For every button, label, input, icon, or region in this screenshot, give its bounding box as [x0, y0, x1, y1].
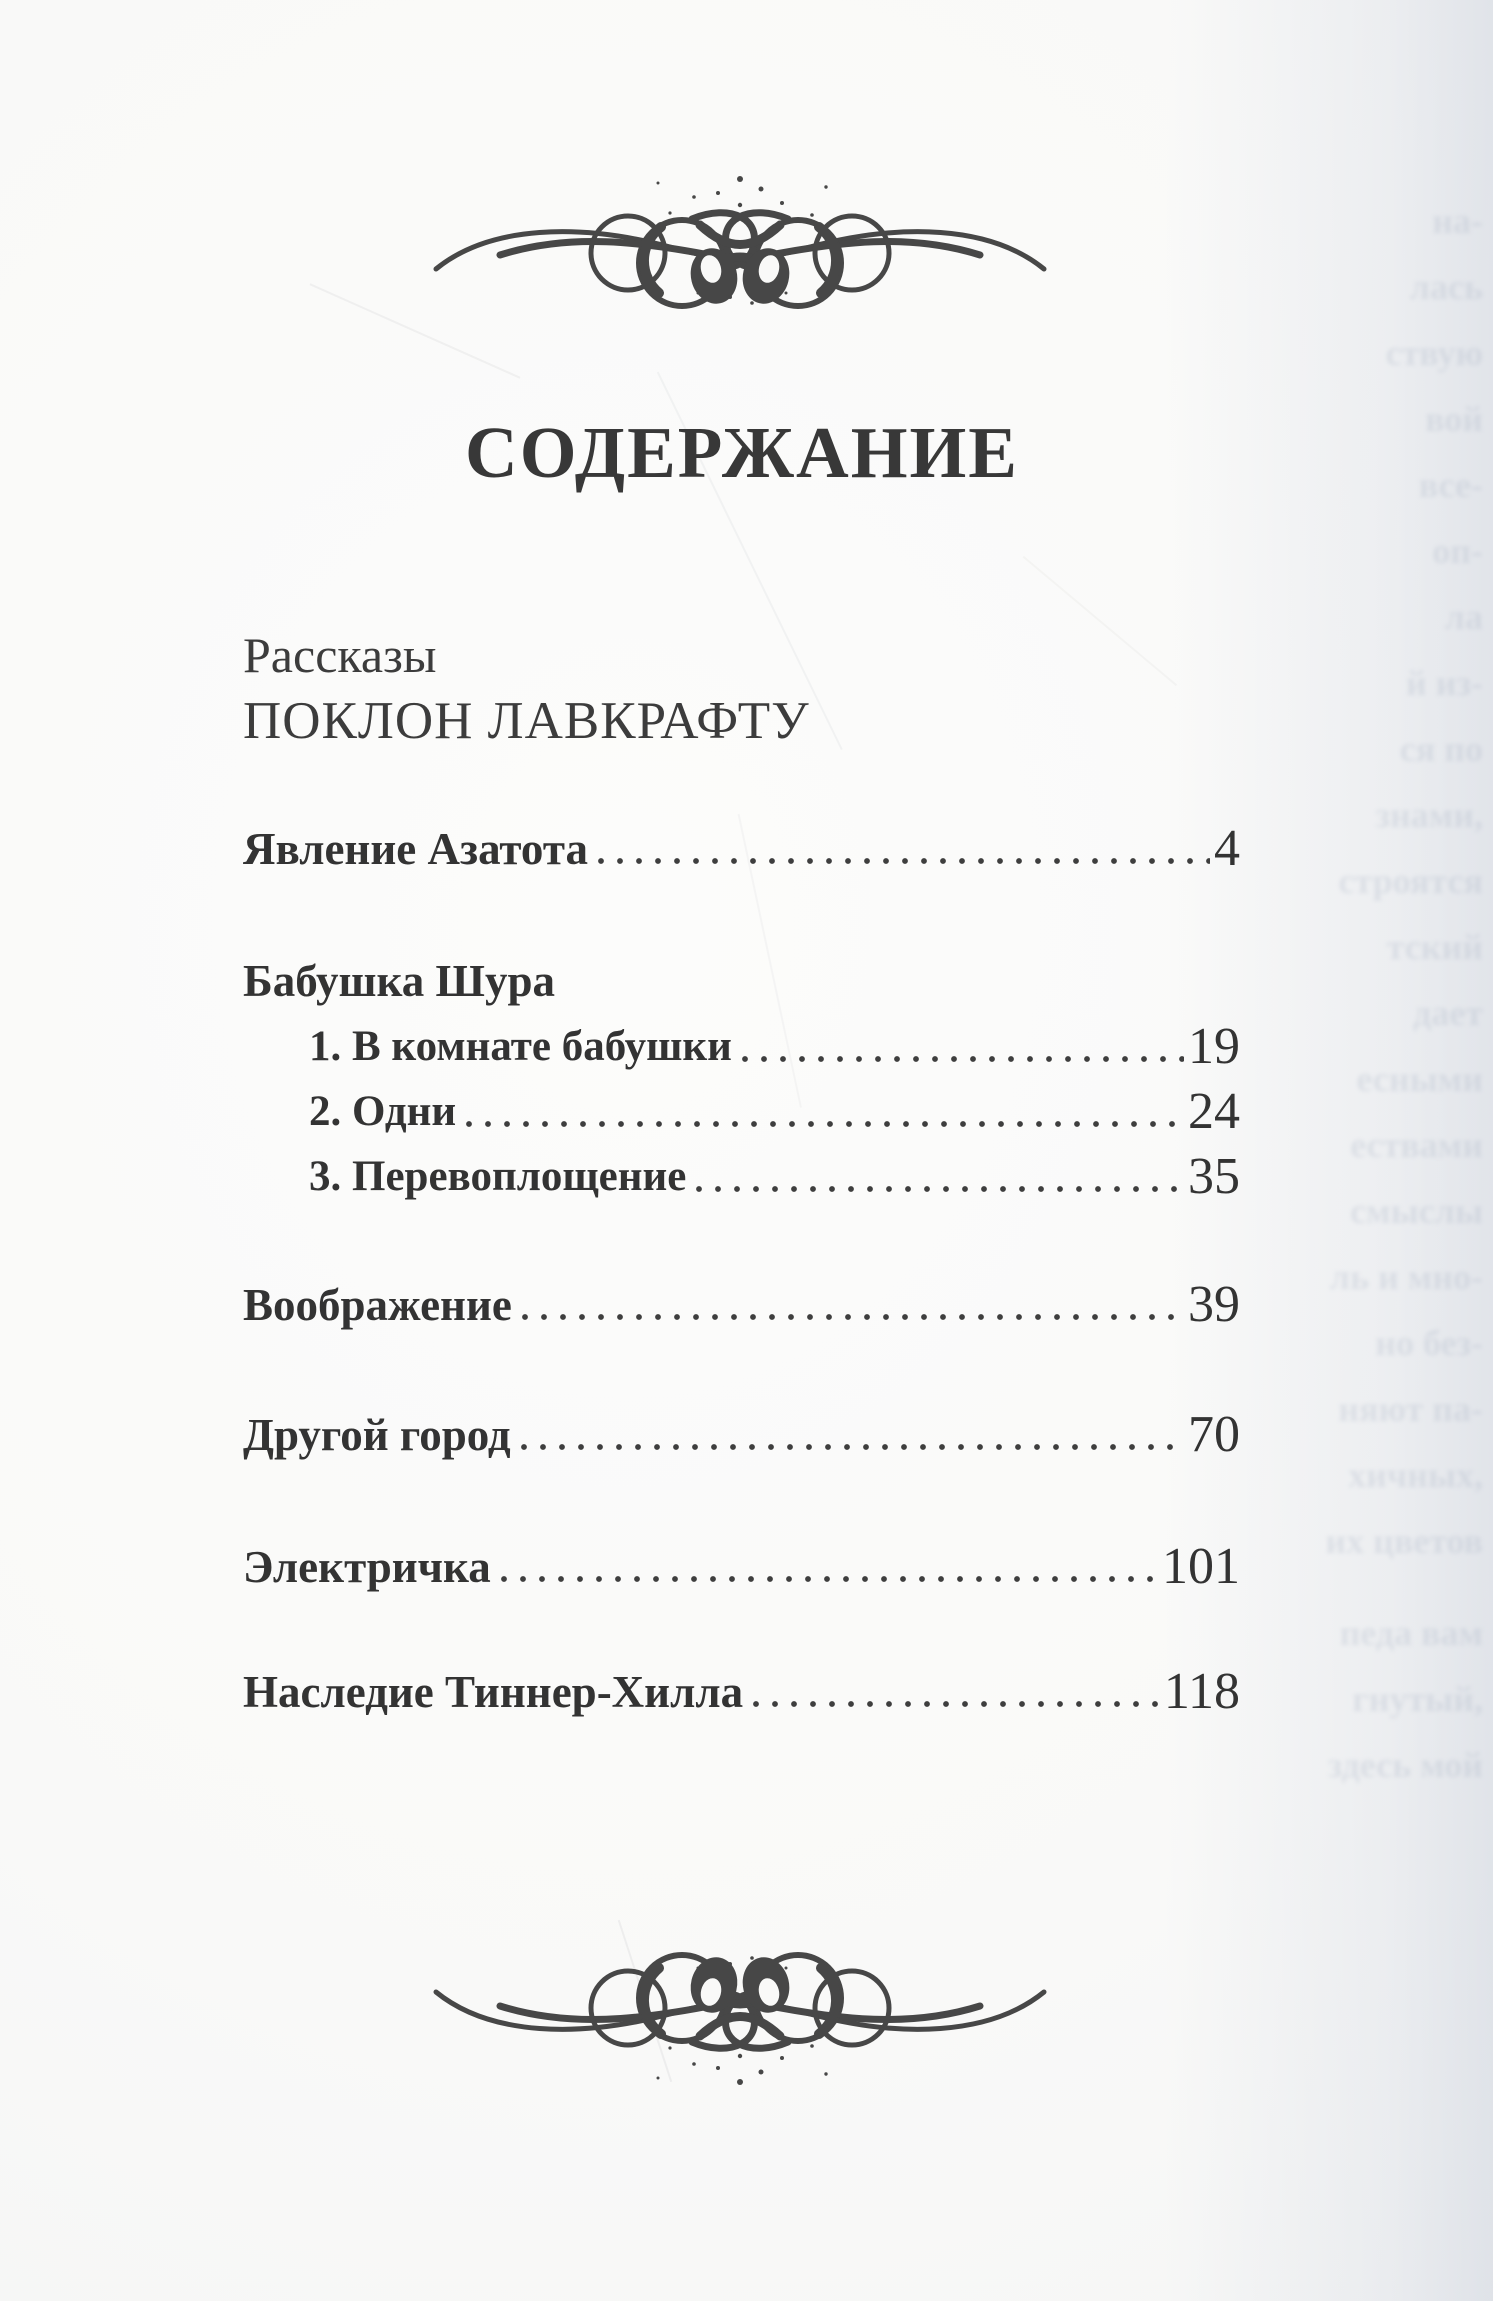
- toc-entry-page: 35: [1188, 1148, 1240, 1205]
- bleed-text-fragment: дает: [1413, 993, 1483, 1033]
- bleed-text-fragment: смыслы: [1350, 1191, 1483, 1231]
- bleed-text-fragment: педа вам: [1339, 1613, 1483, 1653]
- toc-subentry: [243, 1083, 1240, 1141]
- toc-entry: [243, 952, 1240, 1010]
- toc-entry-title: 1. В комнате бабушки: [309, 1023, 732, 1070]
- toc-entry: [243, 1663, 1240, 1721]
- page-bleed-through: [1239, 0, 1489, 2301]
- bleed-text-fragment: няют па-: [1338, 1389, 1483, 1429]
- bleed-text-fragment: ла: [1444, 597, 1483, 637]
- toc-entry-title: Электричка: [243, 1542, 491, 1592]
- dot-leader: [466, 1118, 1184, 1130]
- section-title: ПОКЛОН ЛАВКРАФТУ: [243, 692, 810, 750]
- toc-entry-page: 101: [1162, 1538, 1240, 1595]
- bleed-text-fragment: хичных,: [1348, 1455, 1483, 1495]
- toc-entry: [243, 820, 1240, 878]
- toc-entry-page: 19: [1188, 1018, 1240, 1075]
- ornament-bottom: [430, 1948, 1050, 2098]
- bleed-text-fragment: здесь мой: [1327, 1745, 1483, 1785]
- section-label: Рассказы: [243, 627, 437, 683]
- flourish-icon: [430, 1948, 1050, 2098]
- toc-entry-page: 4: [1214, 820, 1240, 877]
- bleed-text-fragment: ль и мно-: [1329, 1257, 1483, 1297]
- bleed-text-fragment: ствую: [1385, 333, 1483, 373]
- toc-subentry: [243, 1148, 1240, 1206]
- toc-entry-page: 39: [1188, 1276, 1240, 1333]
- toc-entry: [243, 1406, 1240, 1464]
- bleed-text-fragment: тский: [1386, 927, 1483, 967]
- bleed-text-fragment: гнутый,: [1352, 1679, 1483, 1719]
- toc-entry-page: 70: [1188, 1406, 1240, 1463]
- toc-entry-page: 24: [1188, 1083, 1240, 1140]
- bleed-text-fragment: ся по: [1399, 729, 1483, 769]
- dot-leader: [696, 1183, 1184, 1195]
- toc-entry-title: Бабушка Шура: [243, 956, 555, 1006]
- bleed-text-fragment: й из-: [1406, 663, 1483, 703]
- dot-leader: [753, 1698, 1160, 1710]
- toc-entry-title: Наследие Тиннер-Хилла: [243, 1667, 744, 1717]
- dot-leader: [521, 1441, 1184, 1453]
- bleed-text-fragment: оп-: [1432, 531, 1483, 571]
- bleed-text-fragment: вой: [1425, 399, 1483, 439]
- bleed-text-fragment: ествами: [1350, 1125, 1483, 1165]
- toc-entry-title: 2. Одни: [309, 1088, 457, 1135]
- bleed-text-fragment: на-: [1432, 201, 1483, 241]
- toc-entry-title: Другой город: [243, 1410, 511, 1460]
- bleed-text-fragment: все-: [1418, 465, 1483, 505]
- bleed-text-fragment: строятся: [1338, 861, 1483, 901]
- bleed-text-fragment: лась: [1409, 267, 1483, 307]
- toc-entry: [243, 1538, 1240, 1596]
- toc-entry-page: 118: [1163, 1663, 1240, 1720]
- page-title: СОДЕРЖАНИЕ: [465, 412, 1019, 493]
- toc-subentry: [243, 1018, 1240, 1076]
- bleed-text-fragment: знами,: [1375, 795, 1483, 835]
- bleed-text-fragment: их цветов: [1325, 1521, 1483, 1561]
- toc-entry: [243, 1276, 1240, 1334]
- toc-entry-title: Явление Азатота: [243, 824, 588, 874]
- dot-leader: [501, 1573, 1158, 1585]
- toc-entry-title: Воображение: [243, 1280, 512, 1330]
- bleed-text-fragment: но без-: [1375, 1323, 1483, 1363]
- dot-leader: [742, 1053, 1184, 1065]
- toc-entry-title: 3. Перевоплощение: [309, 1153, 687, 1200]
- dot-leader: [598, 855, 1210, 867]
- dot-leader: [522, 1311, 1184, 1323]
- bleed-text-fragment: есными: [1356, 1059, 1483, 1099]
